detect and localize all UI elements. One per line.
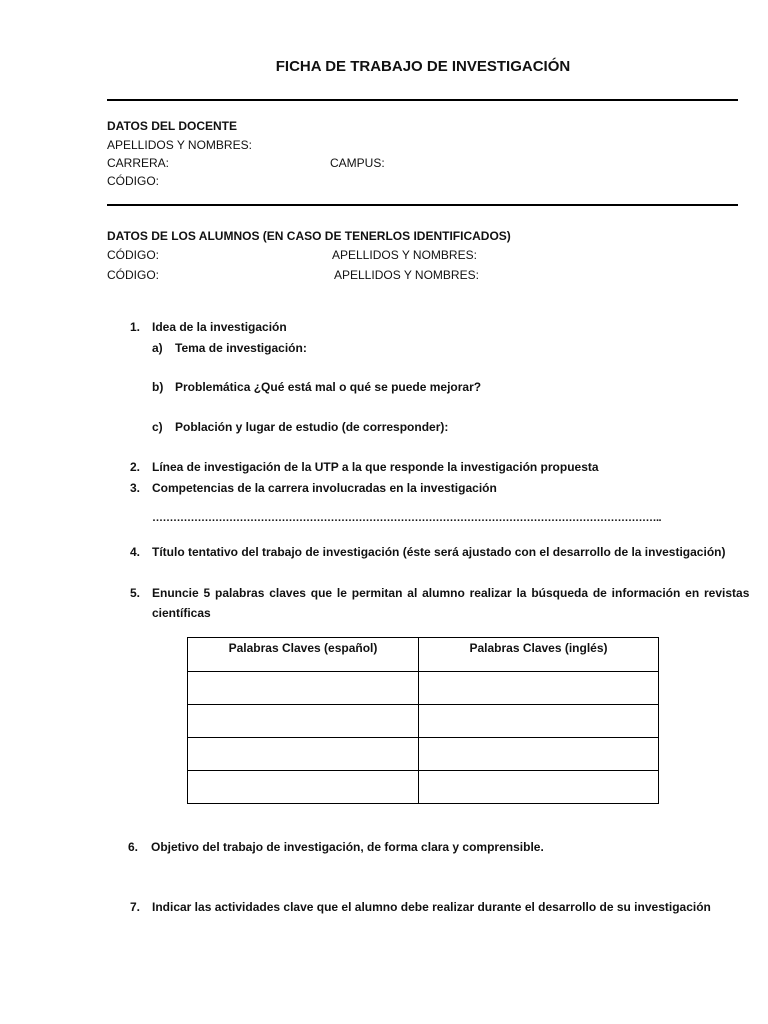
item-number: 7. — [130, 900, 141, 914]
item-5-text-line1: Enuncie 5 palabras claves que le permitan al alumno realizar la búsqueda de información en revistas — [152, 586, 750, 600]
item-1a-text: Tema de investigación: — [175, 341, 307, 355]
column-header-spanish: Palabras Claves (español) — [188, 638, 419, 672]
subitem-letter: c) — [152, 420, 163, 434]
docente-heading: DATOS DEL DOCENTE — [107, 119, 238, 133]
docente-carrera-label: CARRERA: — [107, 156, 170, 170]
keyword-cell-english[interactable] — [419, 672, 659, 705]
divider — [107, 99, 738, 101]
keyword-cell-spanish[interactable] — [188, 771, 419, 804]
alumno-apellidos-label: APELLIDOS Y NOMBRES: — [332, 248, 477, 262]
item-5-text-line2: científicas — [152, 606, 211, 620]
keyword-cell-english[interactable] — [419, 738, 659, 771]
column-header-english: Palabras Claves (inglés) — [419, 638, 659, 672]
item-7-text: Indicar las actividades clave que el alumno debe realizar durante el desarrollo de su investigación — [152, 900, 711, 914]
alumno-codigo-label: CÓDIGO: — [107, 248, 160, 262]
alumno-codigo-label: CÓDIGO: — [107, 268, 160, 282]
docente-campus-label: CAMPUS: — [330, 156, 385, 170]
keyword-cell-spanish[interactable] — [188, 705, 419, 738]
item-number: 6. — [128, 840, 139, 854]
table-row — [188, 771, 659, 804]
item-number: 2. — [130, 460, 141, 474]
item-1-text: Idea de la investigación — [152, 320, 287, 334]
item-number: 3. — [130, 481, 141, 495]
item-3-text: Competencias de la carrera involucradas en la investigación — [152, 481, 497, 495]
item-1c-text: Población y lugar de estudio (de corresponder): — [175, 420, 449, 434]
keyword-cell-english[interactable] — [419, 771, 659, 804]
docente-apellidos-label: APELLIDOS Y NOMBRES: — [107, 138, 252, 152]
table-row — [188, 738, 659, 771]
keywords-table — [187, 637, 659, 804]
item-1b-text: Problemática ¿Qué está mal o qué se puede mejorar? — [175, 380, 482, 394]
table-row — [188, 672, 659, 705]
divider — [107, 204, 738, 206]
item-number: 4. — [130, 545, 141, 559]
page-title: FICHA DE TRABAJO DE INVESTIGACIÓN — [275, 58, 571, 75]
item-number: 5. — [130, 586, 141, 600]
subitem-letter: a) — [152, 341, 163, 355]
item-2-text: Línea de investigación de la UTP a la que responde la investigación propuesta — [152, 460, 599, 474]
keyword-cell-spanish[interactable] — [188, 672, 419, 705]
item-6-text: Objetivo del trabajo de investigación, de forma clara y comprensible. — [151, 840, 544, 854]
table-header-row — [188, 638, 659, 672]
keyword-cell-english[interactable] — [419, 705, 659, 738]
dotted-fill-line: ……………………………………………………………………………………………………………………………….. — [152, 512, 662, 524]
subitem-letter: b) — [152, 380, 164, 394]
item-4-text: Título tentativo del trabajo de investigación (éste será ajustado con el desarrollo de la investigación) — [152, 545, 726, 559]
item-number: 1. — [130, 320, 141, 334]
alumno-apellidos-label: APELLIDOS Y NOMBRES: — [334, 268, 479, 282]
docente-codigo-label: CÓDIGO: — [107, 174, 160, 188]
alumnos-heading: DATOS DE LOS ALUMNOS (EN CASO DE TENERLOS IDENTIFICADOS) — [107, 229, 511, 243]
keyword-cell-spanish[interactable] — [188, 738, 419, 771]
table-row — [188, 705, 659, 738]
